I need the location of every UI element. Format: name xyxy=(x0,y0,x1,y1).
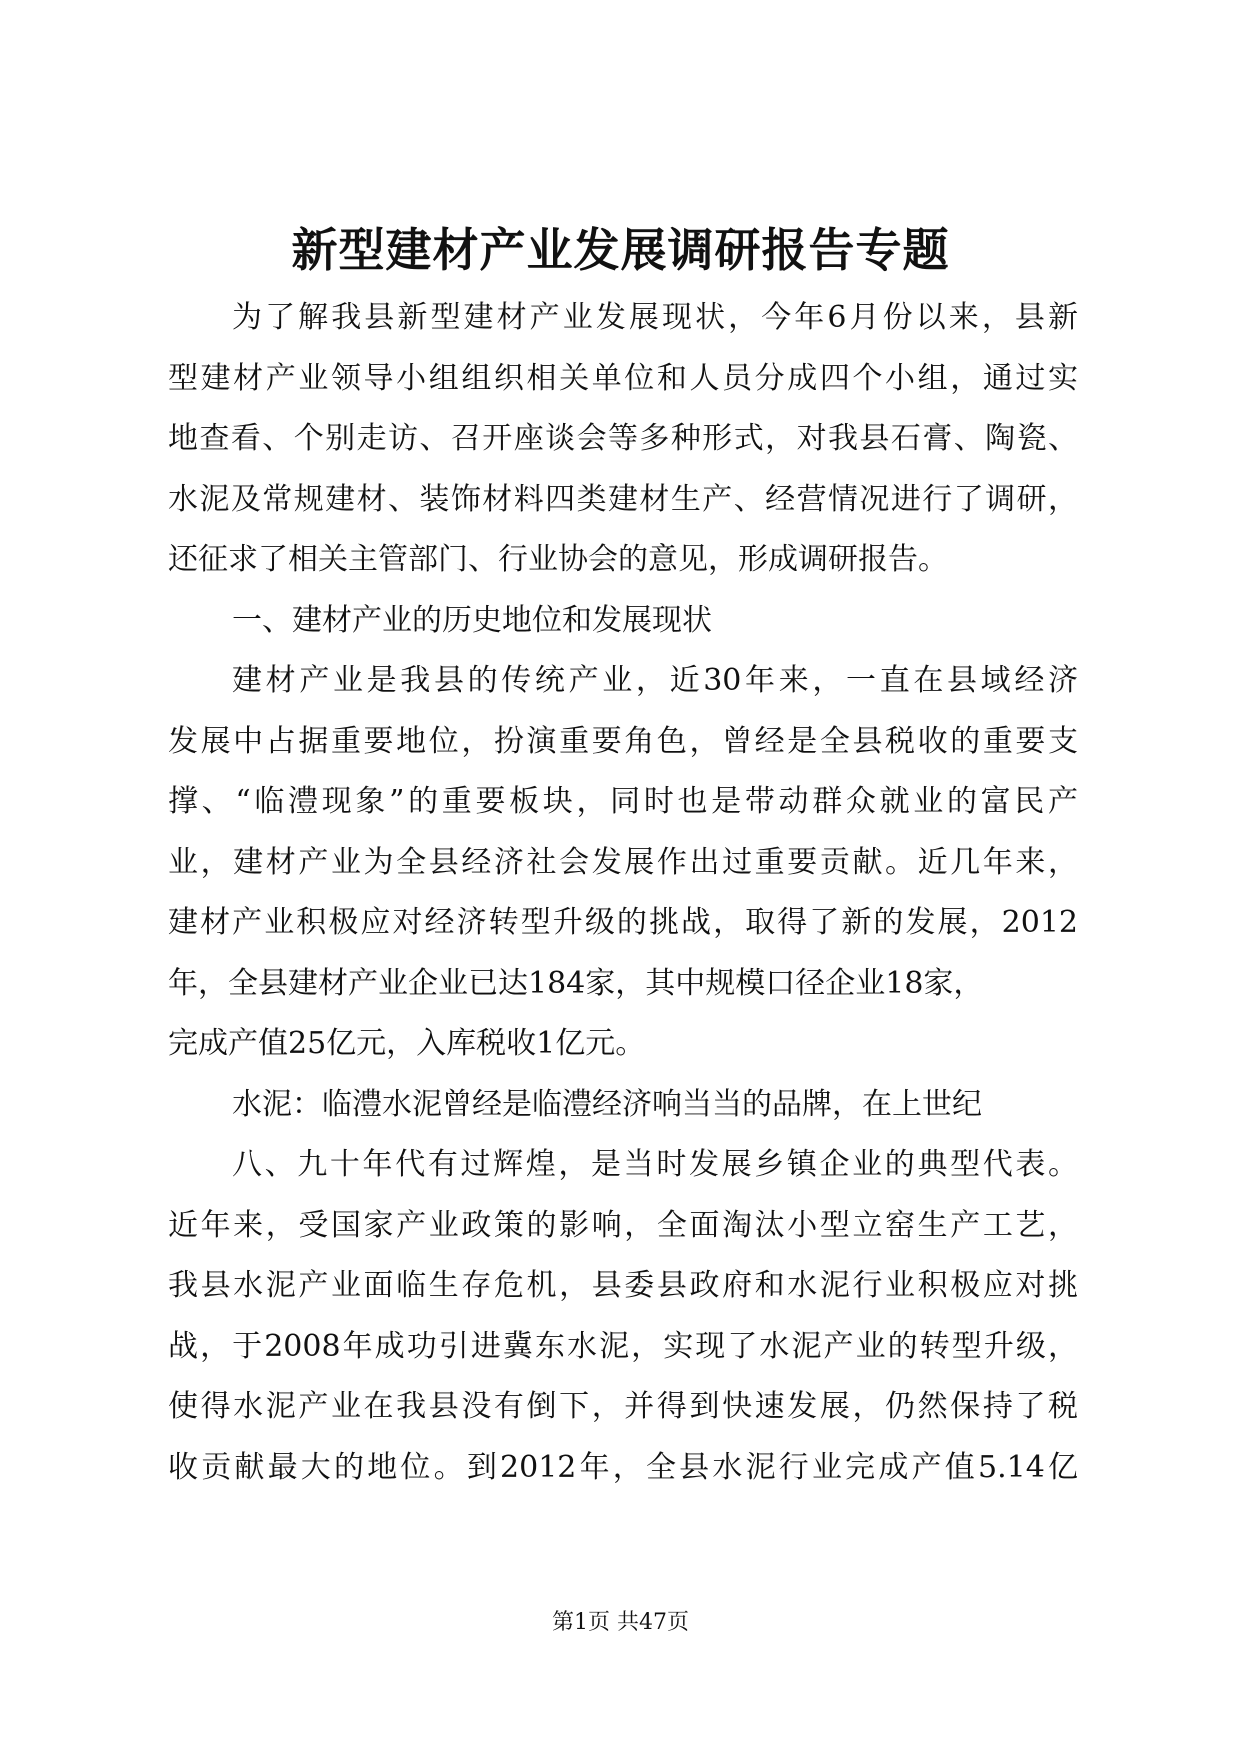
paragraph-line: 八、九十年代有过辉煌，是当时发展乡镇企业的典型代表。 xyxy=(232,1147,1078,1182)
paragraph-line: 地查看、个别走访、召开座谈会等多种形式，对我县石膏、陶瓷、 xyxy=(168,421,1078,456)
paragraph-line: 建材产业是我县的传统产业，近30年来，一直在县域经济 xyxy=(232,663,1078,698)
paragraph-line: 建材产业积极应对经济转型升级的挑战，取得了新的发展，2012 xyxy=(168,905,1078,940)
section-heading: 一、建材产业的历史地位和发展现状 xyxy=(232,602,712,638)
paragraph-line: 收贡献最大的地位。到2012年，全县水泥行业完成产值5.14亿 xyxy=(168,1449,1078,1485)
paragraph-line: 型建材产业领导小组组织相关单位和人员分成四个小组，通过实 xyxy=(168,360,1078,396)
paragraph-line: 我县水泥产业面临生存危机，县委县政府和水泥行业积极应对挑 xyxy=(168,1268,1078,1303)
document-title: 新型建材产业发展调研报告专题 xyxy=(291,223,950,277)
paragraph-line: 年，全县建材产业企业已达184家，其中规模口径企业18家， xyxy=(168,965,984,1001)
paragraph-line: 业，建材产业为全县经济社会发展作出过重要贡献。近几年来， xyxy=(168,844,1078,880)
paragraph-line: 还征求了相关主管部门、行业协会的意见，形成调研报告。 xyxy=(168,542,948,577)
page-footer: 第1页 共47页 xyxy=(552,1610,689,1635)
paragraph-line: 战，于2008年成功引进冀东水泥，实现了水泥产业的转型升级， xyxy=(168,1328,1078,1364)
paragraph-line: 完成产值25亿元，入库税收1亿元。 xyxy=(168,1026,646,1061)
paragraph-line: 为了解我县新型建材产业发展现状，今年6月份以来，县新 xyxy=(232,300,1078,335)
paragraph-line: 近年来，受国家产业政策的影响，全面淘汰小型立窑生产工艺， xyxy=(168,1207,1078,1243)
paragraph-line: 撑、“临澧现象”的重要板块，同时也是带动群众就业的富民产 xyxy=(168,784,1078,819)
paragraph-line: 水泥：临澧水泥曾经是临澧经济响当当的品牌，在上世纪 xyxy=(232,1086,982,1122)
document-body xyxy=(168,288,1078,1498)
paragraph-line: 使得水泥产业在我县没有倒下，并得到快速发展，仍然保持了税 xyxy=(168,1389,1078,1424)
paragraph-line: 发展中占据重要地位，扮演重要角色，曾经是全县税收的重要支 xyxy=(168,723,1078,759)
paragraph-line: 水泥及常规建材、装饰材料四类建材生产、经营情况进行了调研， xyxy=(168,481,1078,517)
